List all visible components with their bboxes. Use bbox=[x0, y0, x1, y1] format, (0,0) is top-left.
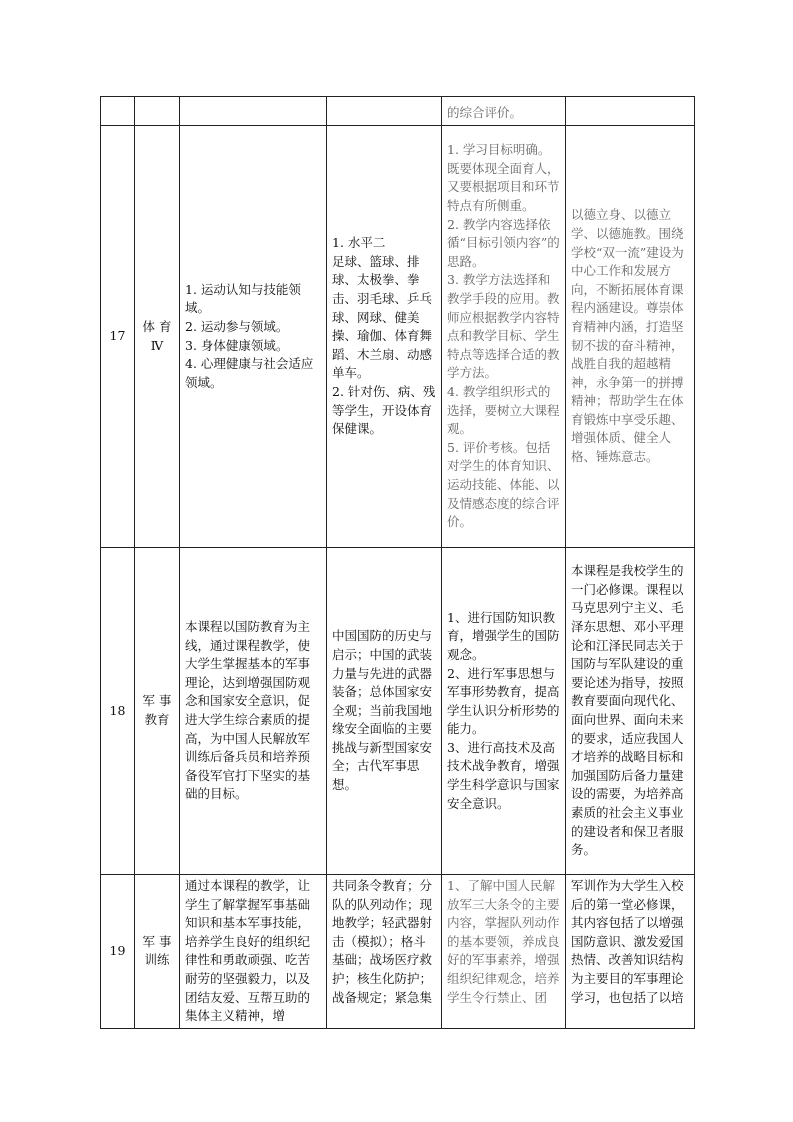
course-goal bbox=[180, 97, 327, 126]
teaching-method: 1、了解中国人民解放军三大条令的主要内容，掌握队列动作的基本要领，养成良好的军事素养，增强组织纪律观念，培养学生令行禁止、团 bbox=[442, 875, 566, 1029]
course-table bbox=[100, 96, 695, 1029]
course-name: 体 育 Ⅳ bbox=[135, 126, 180, 548]
teaching-method: 的综合评价。 bbox=[442, 97, 566, 126]
row-number: 18 bbox=[101, 548, 135, 875]
table-row bbox=[101, 875, 695, 1029]
table-row bbox=[101, 97, 695, 126]
teaching-method: 1. 学习目标明确。既要体现全面育人，又要根据项目和环节特点有所侧重。 2. 教学内容选择依循“目标引领内容”的思路。 3. 教学方法选择和教学手段的应用。教师应根据教学内容特点和教学目标、学生特点等选择合适的教学方法。 4. 教学组织形式的选择，要树立大课程观。 5. 评价考核。包括对学生的体育知识、运动技能、体能、以及情感态度的综合评价。 bbox=[442, 126, 566, 548]
course-content: 1. 水平二 足球、篮球、排球、太极拳、拳击、羽毛球、乒乓球、网球、健美操、瑜伽、体育舞蹈、木兰扇、动感单车。 2. 针对伤、病、残等学生，开设体育保健课。 bbox=[327, 126, 442, 548]
course-content: 中国国防的历史与启示；中国的武装力量与先进的武器装备；总体国家安全观；当前我国地缘安全面临的主要挑战与新型国家安全；古代军事思想。 bbox=[327, 548, 442, 875]
ideological-element: 以德立身、以德立学、以德施教。围绕学校“双一流”建设为中心工作和发展方向，不断拓展体育课程内涵建设。尊崇体育精神内涵，打造坚韧不拔的奋斗精神，战胜自我的超越精神，永争第一的拼搏精神；帮助学生在体育锻炼中享受乐趣、增强体质、健全人格、锤炼意志。 bbox=[566, 126, 695, 548]
teaching-method: 1、进行国防知识教育，增强学生的国防观念。 2、进行军事思想与军事形势教育，提高学生认识分析形势的能力。 3、进行高技术及高技术战争教育，增强学生科学意识与国家安全意识。 bbox=[442, 548, 566, 875]
ideological-element: 军训作为大学生入校后的第一堂必修课，其内容包括了以增强国防意识、激发爱国热情、改善知识结构为主要目的军事理论学习，也包括了以培 bbox=[566, 875, 695, 1029]
row-number bbox=[101, 97, 135, 126]
ideological-element bbox=[566, 97, 695, 126]
course-content bbox=[327, 97, 442, 126]
course-goal: 通过本课程的教学，让学生了解掌握军事基础知识和基本军事技能，培养学生良好的组织纪律性和勇敢顽强、吃苦耐劳的坚强毅力，以及团结友爱、互帮互助的集体主义精神，增 bbox=[180, 875, 327, 1029]
course-content: 共同条令教育；分队的队列动作；现地教学；轻武器射击（模拟）；格斗基础；战场医疗救护；核生化防护；战备规定；紧急集 bbox=[327, 875, 442, 1029]
course-name bbox=[135, 97, 180, 126]
row-number: 19 bbox=[101, 875, 135, 1029]
row-number: 17 bbox=[101, 126, 135, 548]
course-goal: 本课程以国防教育为主线，通过课程教学，使大学生掌握基本的军事理论，达到增强国防观念和国家安全意识，促进大学生综合素质的提高，为中国人民解放军训练后备兵员和培养预备役军官打下坚实的基础的目标。 bbox=[180, 548, 327, 875]
ideological-element: 本课程是我校学生的一门必修课。课程以马克思列宁主义、毛泽东思想、邓小平理论和江泽民同志关于国防与军队建设的重要论述为指导，按照教育要面向现代化、面向世界、面向未来的要求，适应我国人才培养的战略目标和加强国防后备力量建设的需要，为培养高素质的社会主义事业的建设者和保卫者服务。 bbox=[566, 548, 695, 875]
table-row bbox=[101, 126, 695, 548]
course-name: 军 事 训练 bbox=[135, 875, 180, 1029]
course-name: 军 事 教育 bbox=[135, 548, 180, 875]
course-goal: 1. 运动认知与技能领域。 2. 运动参与领域。 3. 身体健康领域。 4. 心理健康与社会适应领域。 bbox=[180, 126, 327, 548]
table-row bbox=[101, 548, 695, 875]
